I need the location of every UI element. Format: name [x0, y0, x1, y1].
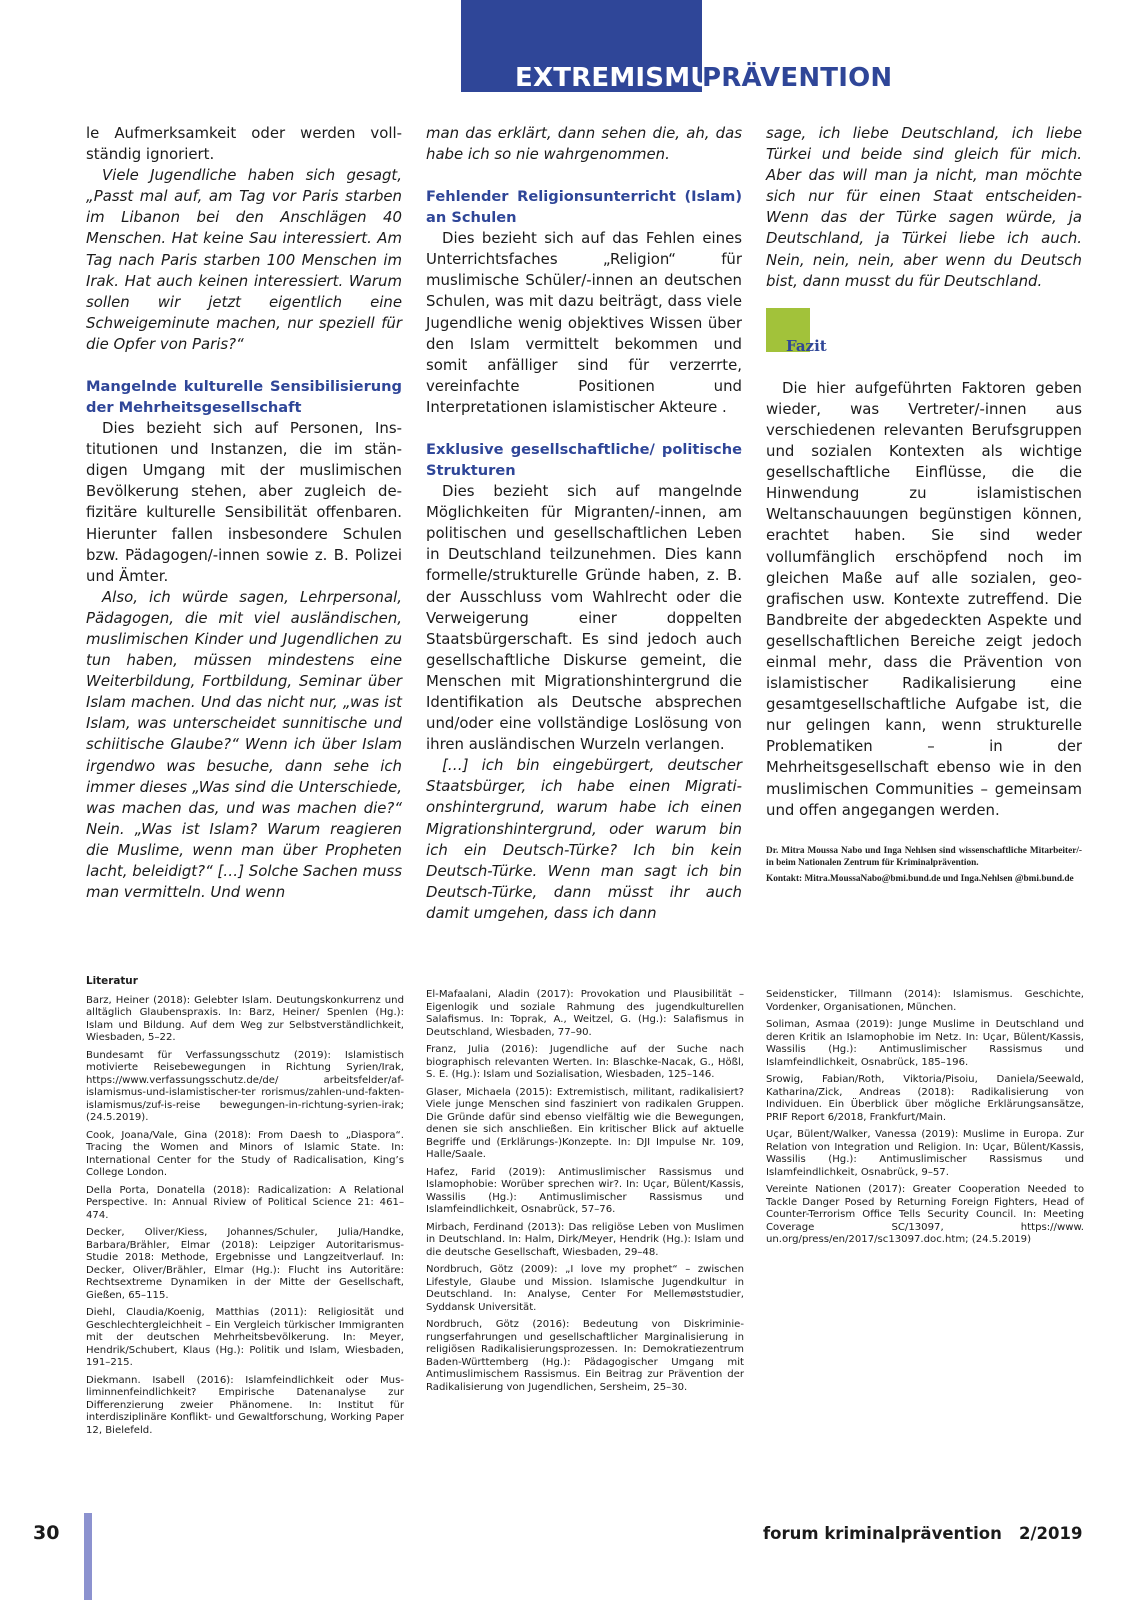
literature-entry: Diekmann. Isabell (2016): Islamfeindlichkeit oder Musliminnenfeindlichkeit? Empirische Datenanalyse zur Differenzierung zweier Phänomene. In: Institut für interdisziplinäre Konflikt- und Gewaltforschung, Working Paper 12, Bielefeld. [86, 1374, 404, 1436]
literature-entry: Glaser, Michaela (2015): Extremistisch, militant, radikalisiert? Viele junge Menschen sind fasziniert von radikalen Gruppen. Die Gründe dafür sind ebenso vielfältig wie die Bewegungen, denen sie sich anschließen. Ein kritischer Blick auf aktuelle Begriffe und (Erklärungs-)Konzepte. In: DJI Impulse Nr. 109, Halle/Saale. [426, 1086, 744, 1160]
literature-entry: Franz, Julia (2016): Jugendliche auf der Suche nach biographisch relevanten Werten. In: Blaschke-Nacak, G., Hößl, S. E. (Hg.): Islam und Sozialisation, Wiesbaden, 125–146. [426, 1044, 744, 1080]
literature-entry: Uçar, Bülent/Walker, Vanessa (2019): Muslime in Europa. Zur Relation von Integration und Religion. In: Uçar, Bülent/Kassis, Wassilis (Hg.): Antimuslimischer Rassismus und Islamfeindlichkeit, Osnabrück, 9–57. [766, 1129, 1084, 1178]
section-title-part2: PRÄVENTION [702, 63, 893, 93]
literature-entry: Nordbruch, Götz (2009): „I love my prophet“ – zwischen Lifestyle, Glaube und Mission. Islamische Jugendkultur in Deutschland. In: Analyse, Center For Mellemøststudier, Syddansk Universität. [426, 1264, 744, 1313]
quote-paragraph: sage, ich liebe Deutschland, ich liebe Türkei und beide sind gleich für mich. Aber das will man ja nicht, man möchte sich nur für einen Staat entscheiden- Wenn das der Türke sagen würde, ja Deutschland, ja Türkei liebe ich auch. Nein, nein, nein, aber wenn du Deutsch bist, dann musst du für Deutschland. [766, 124, 1082, 290]
article-column-2 [426, 123, 742, 924]
literature-entry: El-Mafaalani, Aladin (2017): Provokation und Plausibilität – Eigenlogik und soziale Rahmung des jugendkulturellen Salafismus. In: Toprak, A., Weitzel, G. (Hg.): Salafismus in Deutschland, Wiesbaden, 77–90. [426, 989, 744, 1038]
literature-entry: Bundesamt für Verfassungsschutz (2019): Islamistisch motivierte Reisebewegungen in Richtung Syrien/Irak, https://www.verfassungsschutz.de/de/ arbeitsfelder/af-islamismus-und-islamistischer-ter rorismus/zahlen-und-fakten-islamismus/zuf-is-reise bewegungen-in-richtung-syrien-irak; (24.5.2019). [86, 1049, 404, 1123]
literature-entry: Barz, Heiner (2018): Gelebter Islam. Deutungskonkurrenz und alltäglich Glaubenspraxis. In: Barz, Heiner/ Spenlen (Hg.): Islam und Bildung. Auf dem Weg zur Selbstverständlichkeit, Wiesbaden, 5–22. [86, 994, 404, 1043]
quote-paragraph: man das erklärt, dann sehen die, ah, das habe ich so nie wahrgenommen. [426, 124, 742, 164]
literature-entry: Srowig, Fabian/Roth, Viktoria/Pisoiu, Daniela/Seewald, Katharina/Zick, Andreas (2018): Radikalisierung von Individuen. Ein Überblick über mögliche Erklärungsansätze, PRIF Report 6/2018, Frankfurt/Main. [766, 1074, 1084, 1123]
section-heading: Exklusive gesellschaftliche/ politische Strukturen [426, 441, 742, 480]
literature-entry: Mirbach, Ferdinand (2013): Das religiöse Leben von Muslimen in Deutschland. In: Halm, Dirk/Meyer, Hendrik (Hg.): Islam und die deutsche Gesellschaft, Wiesbaden, 29–48. [426, 1221, 744, 1258]
paragraph: Dies bezieht sich auf das Fehlen eines Unterrichtsfaches „Religion“ für muslimische Schüler/-innen an deutschen Schulen, was mit dazu beiträgt, dass viele Jugendliche wenig objektives Wissen über den Islam vermittelt bekommen und somit anfälliger sind für verzerrte, vereinfachte Positionen und Interpretationen islamistischer Akteure . [426, 229, 742, 416]
article-column-1 [86, 123, 402, 903]
literature-entry: Della Porta, Donatella (2018): Radicalization: A Relational Perspective. In: Annual Riview of Political Science 21: 461–474. [86, 1184, 404, 1221]
paragraph: Dies bezieht sich auf Personen, Institutionen und Instanzen, die im ständigen Umgang mit der muslimischen Bevölkerung stehen, aber zugleich defizitäre kulturelle Sensibilität offenbaren. Hierunter fallen insbesondere Schulen bzw. Pädagogen/-innen sowie z. B. Polizei und Ämter. [86, 419, 402, 585]
fazit-marker [766, 308, 827, 355]
literature-column-2 [426, 989, 744, 1399]
literature-column-3 [766, 989, 1084, 1252]
section-title-part1: EXTREMISMUS [515, 63, 731, 93]
author-bio: Dr. Mitra Moussa Nabo und Inga Nehlsen sind wissenschaftliche Mitarbeiter/-in beim Nationalen Zentrum für Kriminalprävention. [766, 845, 1082, 869]
literature-entry: Vereinte Nationen (2017): Greater Cooperation Needed to Tackle Danger Posed by Returning Foreign Fighters, Head of Counter-Terrorism Office Tells Security Council. In: Meeting Coverage SC/13097, https://www. un.org/press/en/2017/sc13097.doc.htm; (24.5.2019) [766, 1184, 1084, 1245]
quote-paragraph: […] ich bin eingebürgert, deutscher Staatsbürger, ich habe einen Migrationshintergrund, warum habe ich einen Migrationshintergrund, oder warum bin ich ein Deutsch-Türke? Ich bin kein Deutsch-Türke. Wenn man sagt ich bin Deutsch-Türke, dann müsst ihr auch damit umgehen, dass ich dann [426, 756, 742, 922]
paragraph: le Aufmerksamkeit oder werden vollständig ignoriert. [86, 124, 402, 164]
page-number: 30 [33, 1522, 60, 1544]
literature-heading: Literatur [86, 975, 138, 987]
footer-accent-bar [84, 1513, 92, 1600]
literature-entry: Hafez, Farid (2019): Antimuslimischer Rassismus und Islamophobie: Worüber sprechen wir?. In: Uçar, Bülent/Kassis, Wassilis (Hg.): Antimuslimischer Rassismus und Islamfeindlichkeit, Osnabrück, 57–76. [426, 1166, 744, 1215]
magazine-title: forum kriminalprävention [763, 1524, 1002, 1543]
literature-column-1 [86, 975, 404, 1442]
paragraph: Dies bezieht sich auf mangelnde Möglichkeiten für Migranten/-innen, am politischen und gesellschaftlichen Leben in Deutschland teilzunehmen. Dies kann formelle/strukturelle Gründe haben, z. B. der Ausschluss vom Wahlrecht oder die Verweigerung einer doppelten Staatsbürgerschaft. Es sind jedoch auch gesellschaftliche Diskurse gemeint, die Menschen mit Migrationshintergrund die Identifikation als Deutsche absprechen und/oder eine vollständige Loslösung von ihren ausländischen Wurzeln verlangen. [426, 482, 742, 754]
fazit-heading: Fazit [786, 336, 827, 355]
literature-entry: Nordbruch, Götz (2016): Bedeutung von Diskriminierungserfahrungen und gesellschaftlicher Marginalisierung in religiösen Radikalisierungsprozessen. In: Demokratiezentrum Baden-Württemberg (Hg.): Pädagogischer Umgang mit Antimuslimischem Rassismus. Ein Beitrag zur Prävention der Radikalisierung von Jugendlichen, Sersheim, 25–30. [426, 1319, 744, 1393]
author-note [766, 845, 1082, 886]
author-contact: Kontakt: Mitra.MoussaNabo@bmi.bund.de und Inga.Nehlsen @bmi.bund.de [766, 874, 1074, 885]
article-column-3 [766, 123, 1082, 890]
literature-entry: Diehl, Claudia/Koenig, Matthias (2011): Religiosität und Geschlechtergleichheit – Ein Vergleich türkischer Immigranten mit der deutschen Mehrheitsbevölkerung. In: Meyer, Hendrik/Schubert, Klaus (Hg.): Politik und Islam, Wiesbaden, 191–215. [86, 1307, 404, 1368]
quote-paragraph: Also, ich würde sagen, Lehrpersonal, Pädagogen, die mit viel ausländischen, muslimischen Kinder und Jugendlichen zu tun haben, müssen mindestens eine Weiterbildung, Fortbildung, Seminar über Islam machen. Und das nicht nur, „was ist Islam, was unterscheidet sunnitische und schiitische Glaube?“ Wenn ich über Islam irgendwo was besuche, dann sehe ich immer dieses „Was sind die Unterschiede, was machen das, und was machen die?“ Nein. „Was ist Islam? Warum reagieren die Muslime, wenn man über Propheten lacht, beleidigt?“ […] Solche Sachen muss man vermitteln. Und wenn [86, 587, 402, 902]
issue-number: 2/2019 [1019, 1524, 1083, 1543]
literature-entry: Decker, Oliver/Kiess, Johannes/Schuler, Julia/Handke, Barbara/Brähler, Elmar (2018): Leipziger Autoritarismus-Studie 2018: Methode, Ergebnisse und Langzeitverlauf. In: Decker, Oliver/Brähler, Elmar (Hg.): Flucht ins Autoritäre: Rechtsextreme Dynamiken in der Mitte der Gesellschaft, Gießen, 65–115. [86, 1227, 404, 1301]
literature-entry: Soliman, Asmaa (2019): Junge Muslime in Deutschland und deren Kritik an Islamophobie im Netz. In: Uçar, Bülent/Kassis, Wassilis (Hg.): Antimuslimischer Rassismus und Islamfeindlichkeit, Osnabrück, 185–196. [766, 1019, 1084, 1068]
section-heading: Mangelnde kulturelle Sensibilisierung der Mehrheitsgesellschaft [86, 378, 402, 417]
section-title [0, 63, 1132, 97]
literature-entry: Cook, Joana/Vale, Gina (2018): From Daesh to „Diaspora“. Tracing the Women and Minors of Islamic State. In: International Center for the Study of Radicalisation, King’s College London. [86, 1129, 404, 1178]
quote-paragraph: Viele Jugendliche haben sich gesagt, „Passt mal auf, am Tag vor Paris starben im Libanon bei den Anschlägen 40 Menschen. Hat keine Sau interessiert. Am Tag nach Paris starben 100 Menschen im Irak. Hat auch keinen interessiert. Warum sollen wir jetzt eigentlich eine Schweigeminute machen, nur speziell für die Opfer von Paris?“ [86, 166, 402, 353]
paragraph: Die hier aufgeführten Faktoren geben wieder, was Vertreter/-innen aus verschiedenen relevanten Berufsgruppen und sozialen Kontexten als wichtige gesellschaftliche Einflüsse, die die Hinwendung zu islamistischen Weltanschauungen begünstigen können, erachtet haben. Sie sind weder vollumfänglich erschöpfend noch im gleichen Maße auf alle sozialen, geografischen usw. Kontexte zutreffend. Die Bandbreite der abgedeckten Aspekte und gesellschaftlichen Bereiche zeigt jedoch einmal mehr, dass die Prävention von islamistischer Radikalisierung eine gesamtgesellschaftliche Aufgabe ist, die nur gelingen kann, wenn strukturelle Problematiken – in der Mehrheitsgesellschaft ebenso wie in den muslimischen Communities – gemeinsam und offen angegangen werden. [766, 378, 1082, 819]
section-heading: Fehlender Religionsunterricht (Islam) an Schulen [426, 188, 742, 227]
literature-entry: Seidensticker, Tillmann (2014): Islamismus. Geschichte, Vordenker, Organisationen, München. [766, 989, 1084, 1013]
